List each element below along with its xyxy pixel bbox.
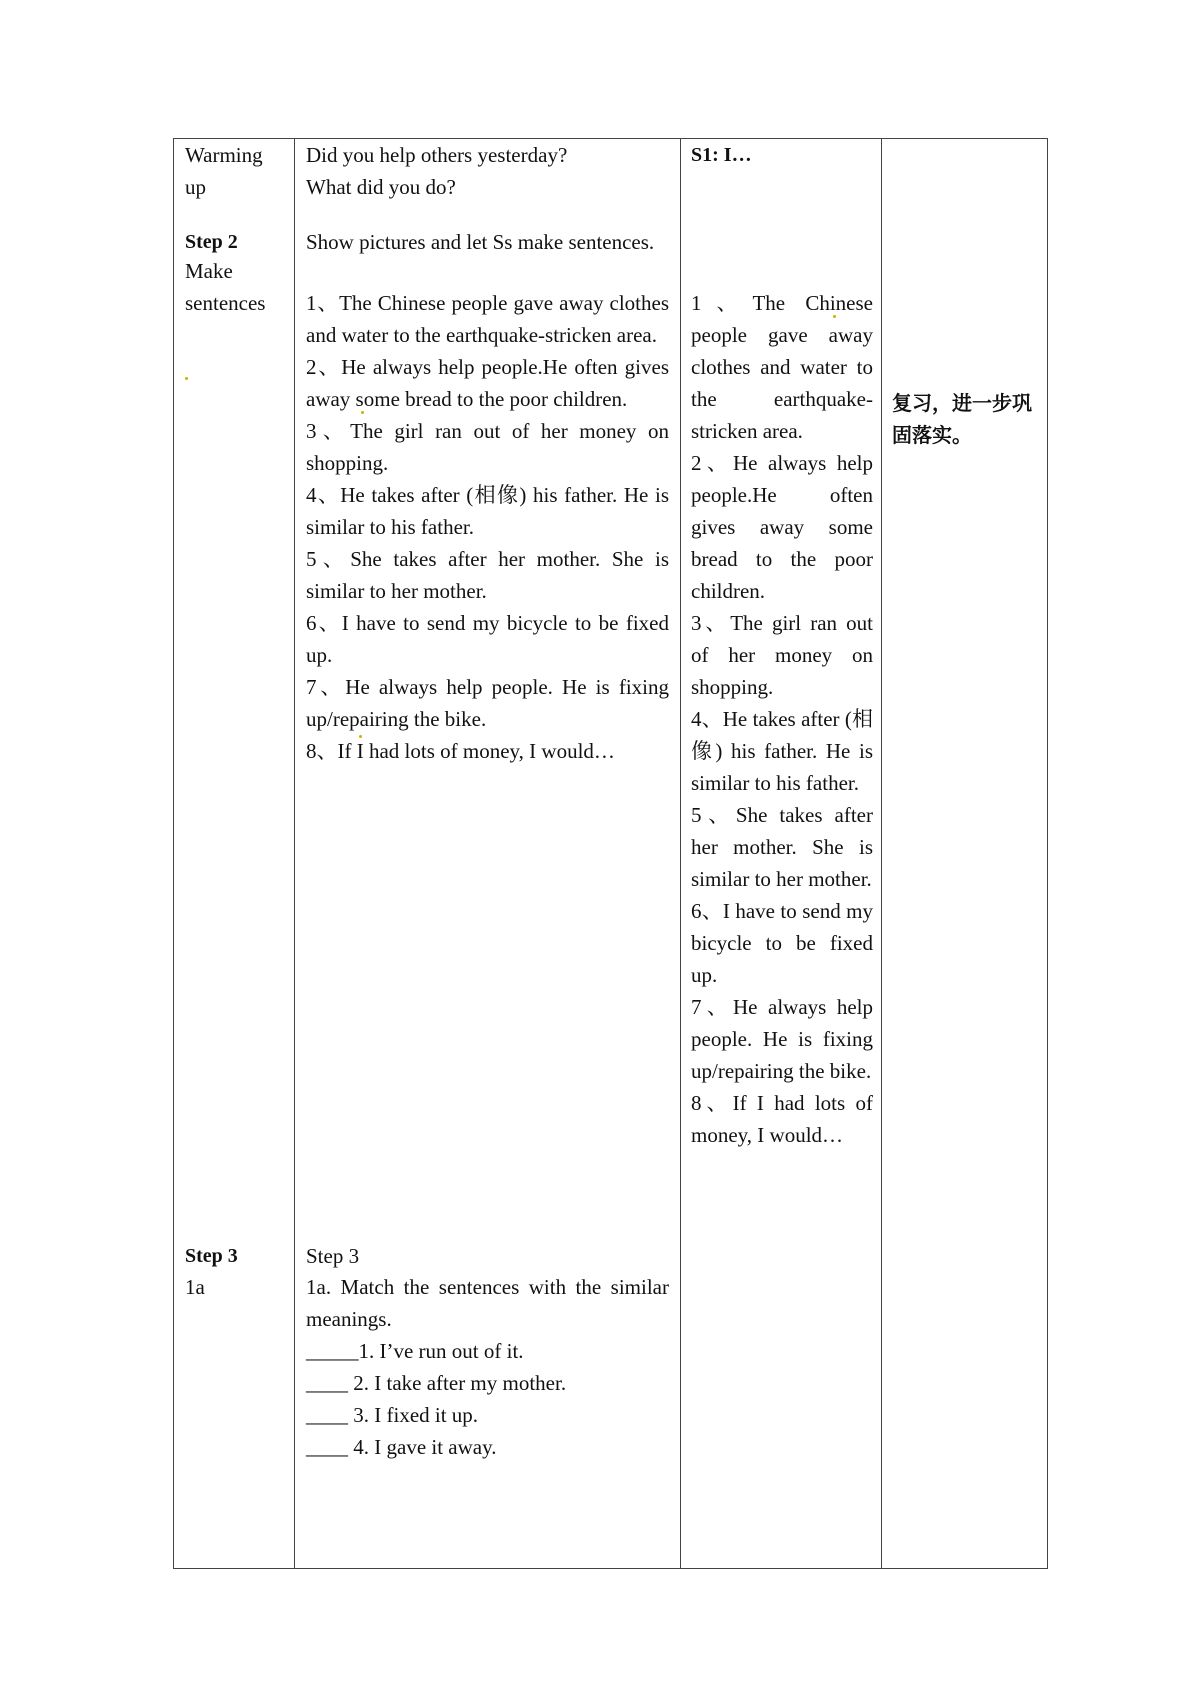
student-sentence-item: 2、He always help people.He often gives away some bread to the poor children. [691, 451, 873, 603]
matching-item: _____1. I’ve run out of it. [306, 1339, 524, 1363]
matching-item: ____ 4. I gave it away. [306, 1435, 497, 1459]
purpose-column [882, 139, 1048, 1569]
student-sentence-item: 5、She takes after her mother. She is similar to her mother. [691, 803, 873, 891]
sentence-item: 7、He always help people. He is fixing up/repairing the bike. [306, 675, 669, 731]
warming-question-1: Did you help others yesterday? [306, 143, 568, 167]
sentence-item: 6、I have to send my bicycle to be fixed up. [306, 611, 669, 667]
step-label-column [174, 139, 295, 1569]
matching-item: ____ 3. I fixed it up. [306, 1403, 479, 1427]
teacher-activity-column [295, 139, 681, 1569]
student-sentence-item: 7、He always help people. He is fixing up/repairing the bike. [691, 995, 873, 1083]
lesson-plan-table [173, 138, 1048, 1569]
step3-intro: 1a. Match the sentences with the similar meanings. [306, 1275, 669, 1331]
sentence-item: 4、He takes after (相像) his father. He is similar to his father. [306, 483, 669, 539]
student-sentence-item: 4、He takes after (相像) his father. He is similar to his father. [691, 707, 873, 795]
student-sentence-list [691, 287, 873, 1151]
sentence-item: 3、The girl ran out of her money on shopping. [306, 419, 669, 475]
step2-title: Make sentences [185, 259, 266, 315]
step2-sentence-list [306, 287, 669, 767]
stray-mark [361, 411, 364, 414]
matching-list [306, 1335, 669, 1463]
step3-label: Step 3 [185, 1245, 238, 1267]
student-sentence-item: 3、The girl ran out of her money on shopping. [691, 611, 873, 699]
warming-question-2: What did you do? [306, 175, 456, 199]
step2-label: Step 2 [185, 231, 238, 253]
student-sentence-item: 1、The Chinese people gave away clothes and water to the earthquake-stricken area. [691, 291, 873, 443]
stray-mark [833, 315, 836, 318]
step3-title: 1a [185, 1275, 205, 1299]
design-purpose-note: 复习，进一步巩固落实。 [892, 391, 1032, 447]
warming-up-label: Warming up [185, 143, 263, 199]
step2-intro: Show pictures and let Ss make sentences. [306, 230, 655, 254]
sentence-item: 5、She takes after her mother. She is similar to her mother. [306, 547, 669, 603]
stray-mark [185, 377, 188, 380]
student-answer-s1: S1: I… [691, 144, 752, 166]
student-sentence-item: 8、If I had lots of money, I would… [691, 1091, 873, 1147]
matching-item: ____ 2. I take after my mother. [306, 1371, 567, 1395]
sentence-item: 1、The Chinese people gave away clothes and water to the earthquake-stricken area. [306, 291, 669, 347]
sentence-item: 8、If I had lots of money, I would… [306, 739, 615, 763]
step3-heading: Step 3 [306, 1244, 360, 1268]
student-activity-column [681, 139, 882, 1569]
sentence-item: 2、He always help people.He often gives away some bread to the poor children. [306, 355, 669, 411]
student-sentence-item: 6、I have to send my bicycle to be fixed up. [691, 899, 873, 987]
stray-mark [359, 735, 362, 738]
